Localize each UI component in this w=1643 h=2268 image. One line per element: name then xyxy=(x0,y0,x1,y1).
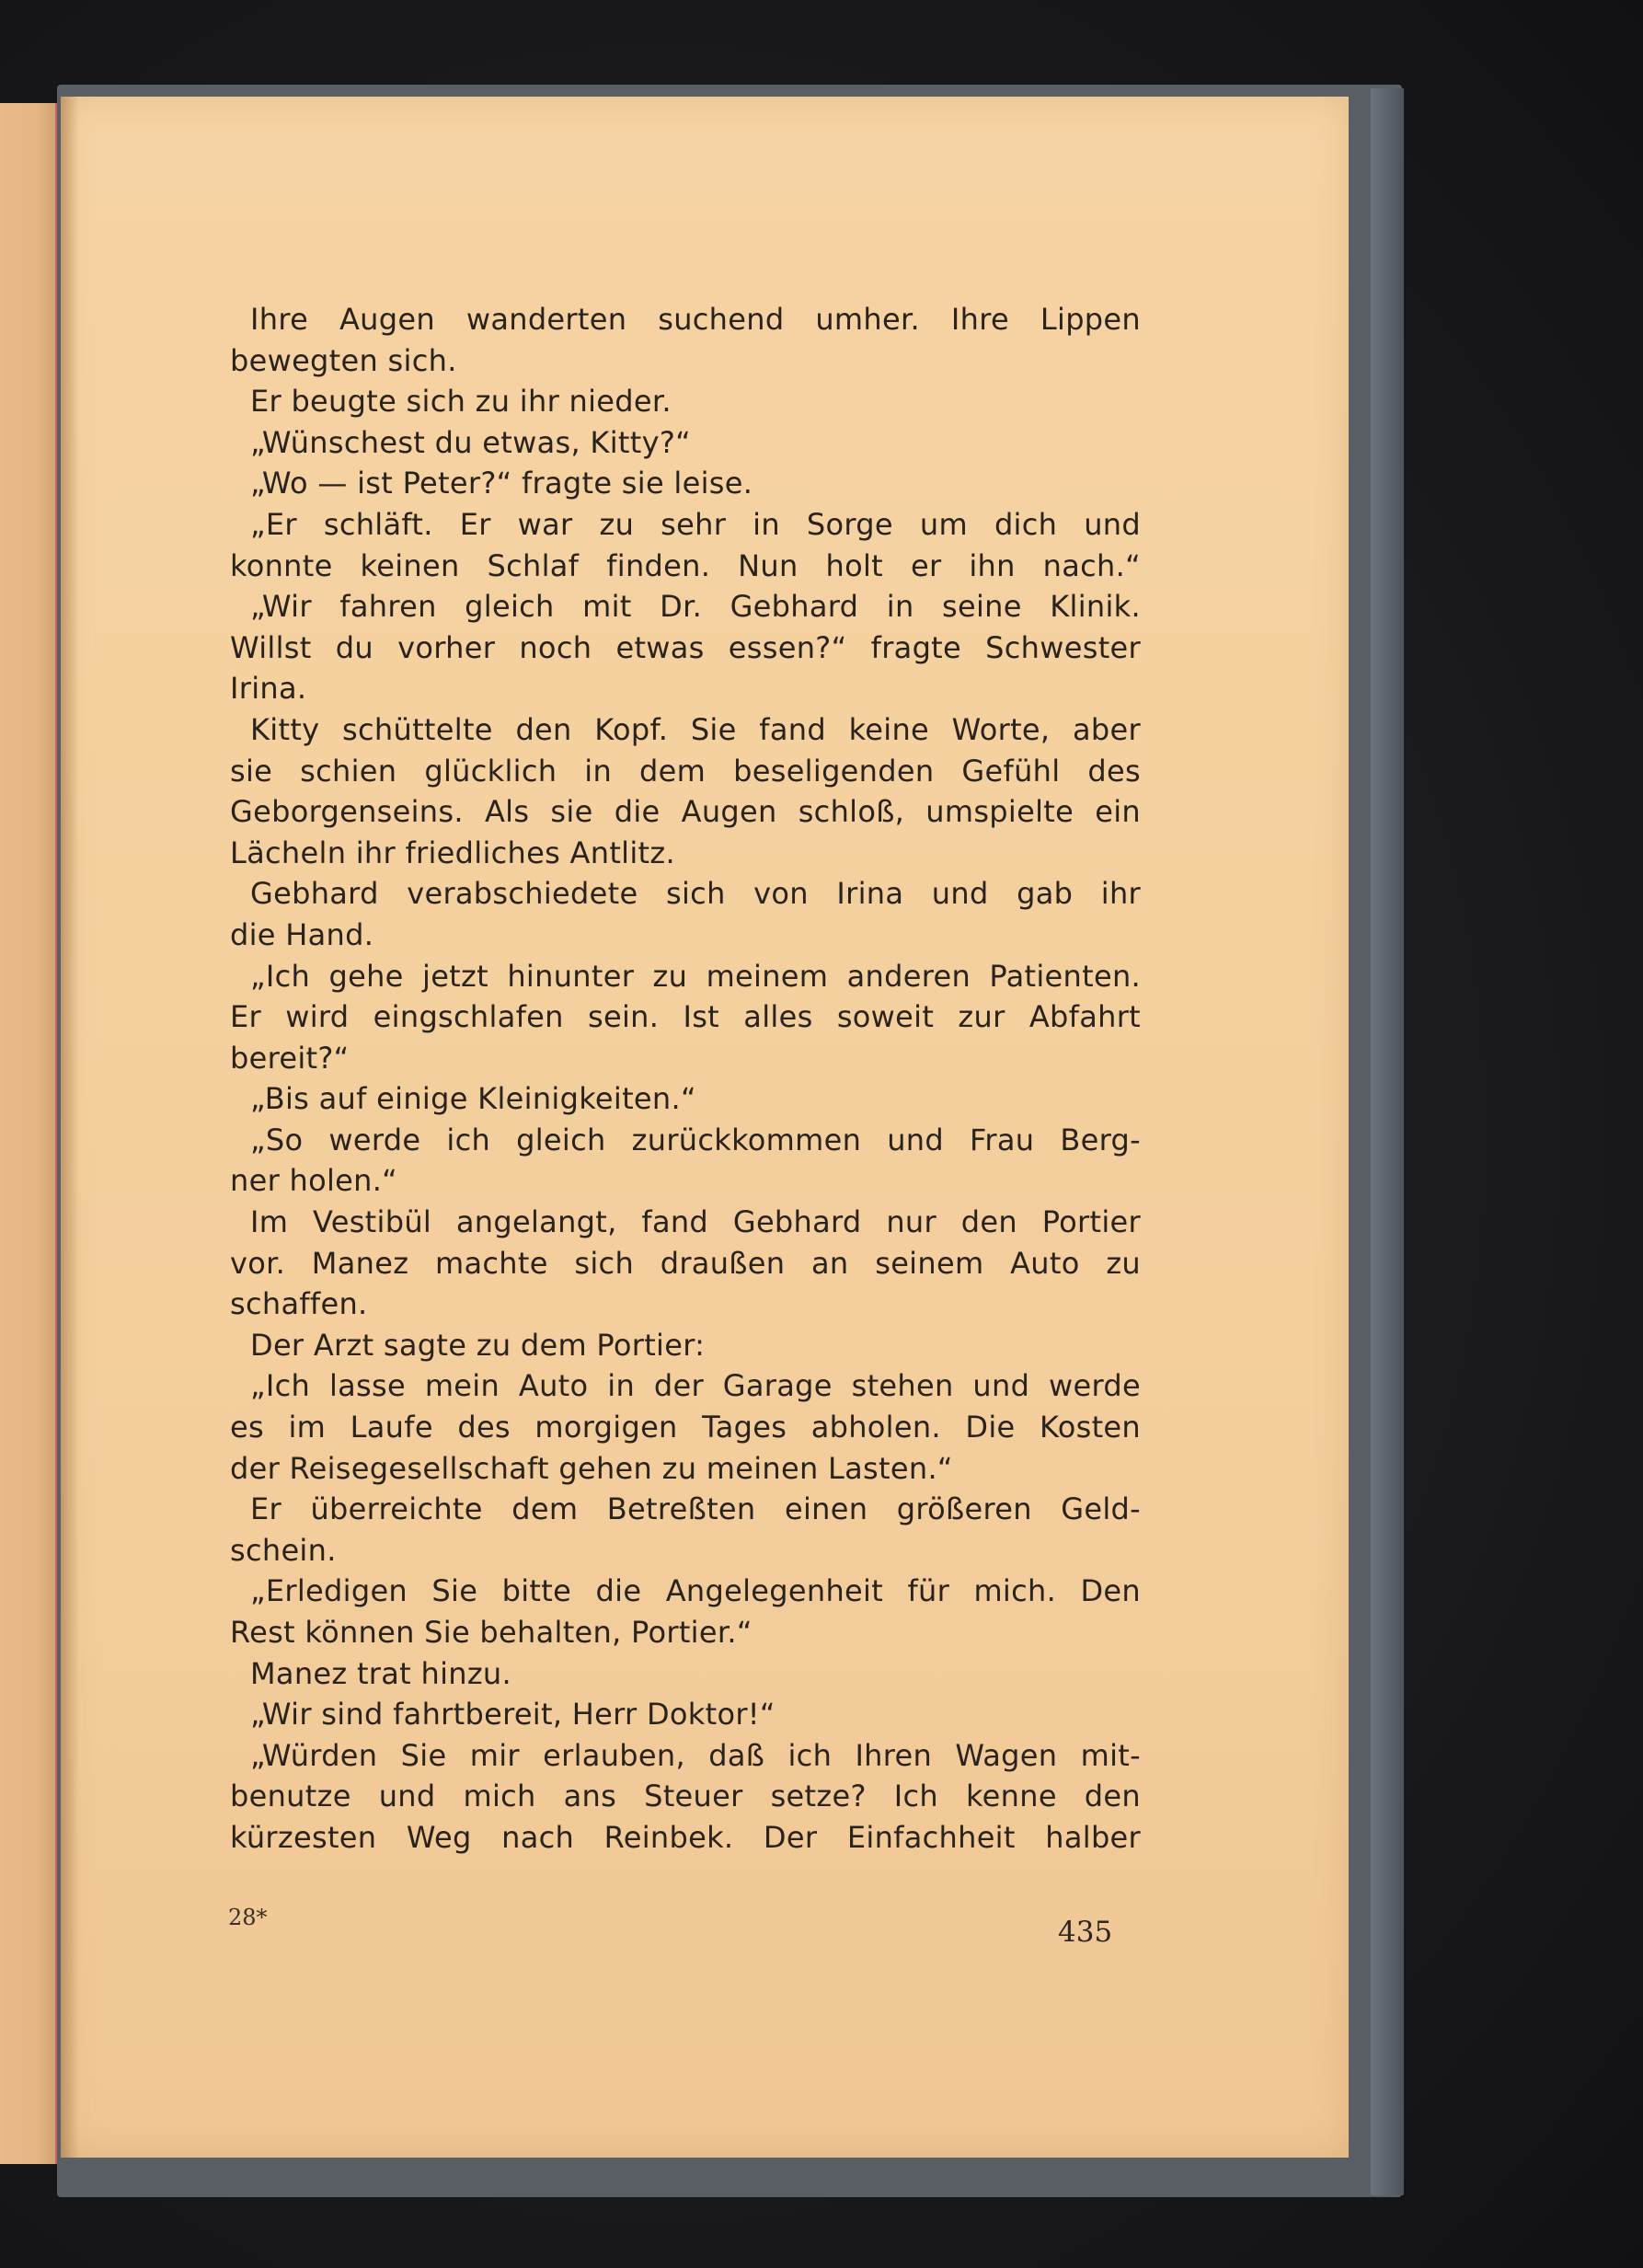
text-line: Manez trat hinzu. xyxy=(250,1655,511,1691)
text-line: konnte keinen Schlaf finden. Nun holt er ihn nach.“ xyxy=(230,547,1141,583)
text-line: schaffen. xyxy=(230,1286,368,1322)
text-line: Gebhard verabschiedete sich von Irina und gab ihr xyxy=(250,876,1141,912)
body-text xyxy=(230,299,1141,1859)
text-line: bewegten sich. xyxy=(230,342,457,378)
page-gutter-shadow xyxy=(61,97,79,2158)
text-line: ner holen.“ xyxy=(230,1163,398,1199)
text-line: es im Laufe des morgigen Tages abholen. Die Kosten xyxy=(230,1410,1141,1445)
text-line: benutze und mich ans Steuer setze? Ich kenne den xyxy=(230,1779,1141,1814)
text-line: „Wir fahren gleich mit Dr. Gebhard in seine Klinik. xyxy=(250,589,1141,625)
text-line: „Würden Sie mir erlauben, daß ich Ihren Wagen mit- xyxy=(250,1737,1141,1773)
text-line: schein. xyxy=(230,1532,337,1568)
text-line: „Ich gehe jetzt hinunter zu meinem anderen Patienten. xyxy=(250,958,1141,994)
text-line: Er beugte sich zu ihr nieder. xyxy=(250,384,672,420)
text-line: Lächeln ihr friedliches Antlitz. xyxy=(230,835,675,870)
text-line: „Wir sind fahrtbereit, Herr Doktor!“ xyxy=(250,1697,776,1733)
text-line: Der Arzt sagte zu dem Portier: xyxy=(250,1327,706,1363)
text-line: Irina. xyxy=(230,671,307,707)
text-line: Geborgenseins. Als sie die Augen schloß, umspielte ein xyxy=(230,794,1141,830)
text-line: Ihre Augen wanderten suchend umher. Ihre Lippen xyxy=(250,302,1141,337)
text-line: „Wünschest du etwas, Kitty?“ xyxy=(250,424,691,460)
text-line: Er überreichte dem Betreßten einen größeren Geld- xyxy=(250,1491,1141,1527)
text-line: „So werde ich gleich zurückkommen und Frau Berg- xyxy=(250,1122,1141,1157)
text-line: bereit?“ xyxy=(230,1040,350,1076)
text-line: Willst du vorher noch etwas essen?“ fragte Schwester xyxy=(230,629,1141,665)
text-line: sie schien glücklich in dem beseligenden Gefühl des xyxy=(230,753,1141,789)
text-line: kürzesten Weg nach Reinbek. Der Einfachheit halber xyxy=(230,1819,1141,1855)
text-line: „Bis auf einige Kleinigkeiten.“ xyxy=(250,1081,696,1117)
text-line: Im Vestibül angelangt, fand Gebhard nur den Portier xyxy=(250,1204,1141,1240)
book-cover-edge xyxy=(1371,88,1404,2195)
signature-mark: 28* xyxy=(228,1905,268,1930)
text-line: Er wird eingschlafen sein. Ist alles soweit zur Abfahrt xyxy=(230,999,1141,1035)
text-line: Kitty schüttelte den Kopf. Sie fand keine Worte, aber xyxy=(250,711,1141,747)
text-line: „Erledigen Sie bitte die Angelegenheit für mich. Den xyxy=(250,1573,1141,1609)
text-line: der Reisegesellschaft gehen zu meinen Lasten.“ xyxy=(230,1450,953,1486)
text-line: „Wo — ist Peter?“ fragte sie leise. xyxy=(250,466,753,501)
page-number: 435 xyxy=(1058,1916,1113,1949)
text-line: „Ich lasse mein Auto in der Garage stehen und werde xyxy=(250,1368,1141,1404)
text-line: „Er schläft. Er war zu sehr in Sorge um dich und xyxy=(250,506,1141,542)
text-line: die Hand. xyxy=(230,916,374,952)
text-line: vor. Manez machte sich draußen an seinem Auto zu xyxy=(230,1245,1141,1281)
text-line: Rest können Sie behalten, Portier.“ xyxy=(230,1615,753,1650)
